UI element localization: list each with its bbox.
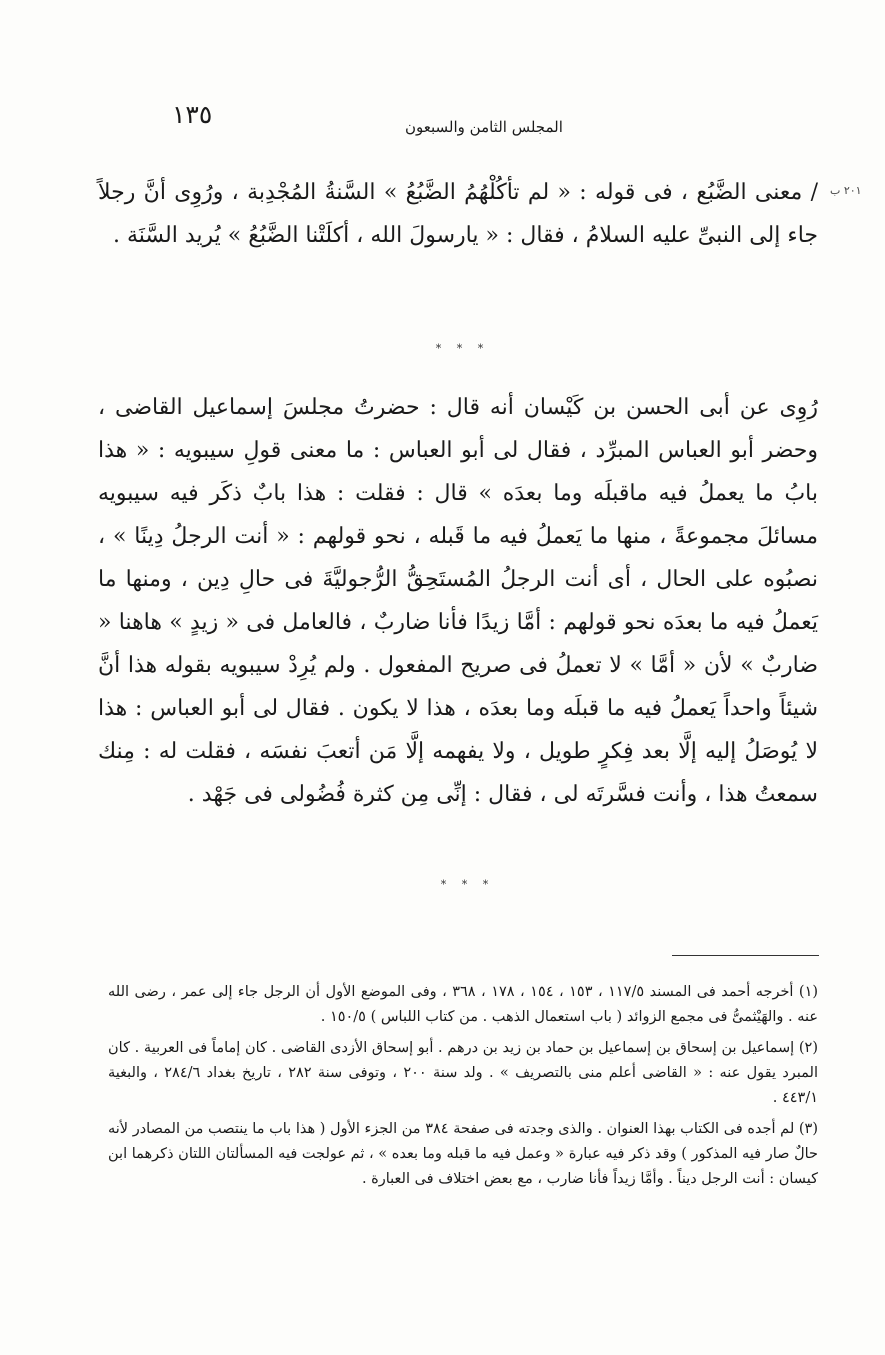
page-number: ١٣٥ <box>172 100 213 129</box>
paragraph-ibn-kaysan-story: رُوِى عن أبى الحسن بن كَيْسان أنه قال : حضرتُ مجلسَ إسماعيل القاضى ، وحضر أبو العباس المبرِّد ، فقال لى أبو العباس : ما معنى قولِ سيبويه : « هذا بابُ ما يعملُ فيه ماقبلَه وما بعدَه » قال : فقلت : هذا بابٌ ذكَر فيه سيبويه مسائلَ مجموعةً ، منها ما يَعملُ فيه ما قَبله ، نحو قولهم : « أنت الرجلُ دِينًا » ، نصبُوه على الحال ، أى أنت الرجلُ المُستَحِقُّ الرُّجوليَّةَ فى حالِ دِين ، ومنها ما يَعملُ فيه ما بعدَه نحو قولهم : أمَّا زيدًا فأنا ضاربٌ ، فالعامل فى « زيدٍ » هاهنا « ضاربٌ » لأن « أمَّا » لا تعملُ فى صريح المفعول . ولم يُرِدْ سيبويه بقوله هذا أنَّ شيئاً واحداً يَعملُ فيه ما قبلَه وما بعدَه ، هذا لا يكون . فقال لى أبو العباس : هذا لا يُوصَلُ إليه إلَّا بعد فِكرٍ طويل ، ولا يفهمه إلَّا مَن أتعبَ نفسَه ، فقلت له : مِنك سمعتُ هذا ، وأنت فسَّرتَه لى ، فقال : إنِّى مِن كثرة فُضُولى فى جَهْد . <box>98 395 818 807</box>
footnotes <box>108 980 818 1198</box>
footnote-3: (٣) لم أجده فى الكتاب بهذا العنوان . والذى وجدته فى صفحة ٣٨٤ من الجزء الأول ( هذا باب ما ينتصب من المصادر لأنه حالٌ صار فيه المذكور ) وقد ذكر فيه عبارة « وعمل فيه ما قبله وما بعده » ، ثم عولجت فيه المسألتان اللتان ذكرهما ابن كيسان : أنت الرجل ديناً . وأمَّا زيداً فأنا ضارب ، مع بعض اختلاف فى العبارة . <box>108 1121 818 1187</box>
section-separator: * * * <box>435 342 490 355</box>
paragraph-dabu-meaning: / معنى الضَّبُع ، فى قوله : « لم تأكُلْهُمُ الضَّبُعُ » السَّنةُ المُجْدِبة ، ورُوِى أنَّ رجلاً جاء إلى النبىِّ عليه السلامُ ، فقال : « يارسولَ الله ، أكلَتْنا الضَّبُعُ » يُريد السَّنَة . <box>98 180 818 248</box>
section-separator: * * * <box>440 878 495 891</box>
margin-folio-note: ٢٠١ ب <box>830 184 862 197</box>
running-title: المجلس الثامن والسبعون <box>405 118 563 136</box>
footnote-1: (١) أخرجه أحمد فى المسند ١١٧/٥ ، ١٥٣ ، ١٥٤ ، ١٧٨ ، ٣٦٨ ، وفى الموضع الأول أن الرجل جاء إلى عمر ، رضى الله عنه . والهَيْثمىُّ فى مجمع الزوائد ( باب استعمال الذهب . من كتاب اللباس ) ١٥٠/٥ . <box>108 984 819 1025</box>
footnote-divider <box>672 955 819 956</box>
footnote-2: (٢) إسماعيل بن إسحاق بن إسماعيل بن حماد بن زيد بن درهم . أبو إسحاق الأزدى القاضى . كان إماماً فى العربية . كان المبرد يقول عنه : « القاضى أعلم منى بالتصريف » . ولد سنة ٢٠٠ ، وتوفى سنة ٢٨٢ ، تاريخ بغداد ٢٨٤/٦ ، والبغية ٤٤٣/١ . <box>108 1040 818 1106</box>
page-header <box>0 98 885 148</box>
